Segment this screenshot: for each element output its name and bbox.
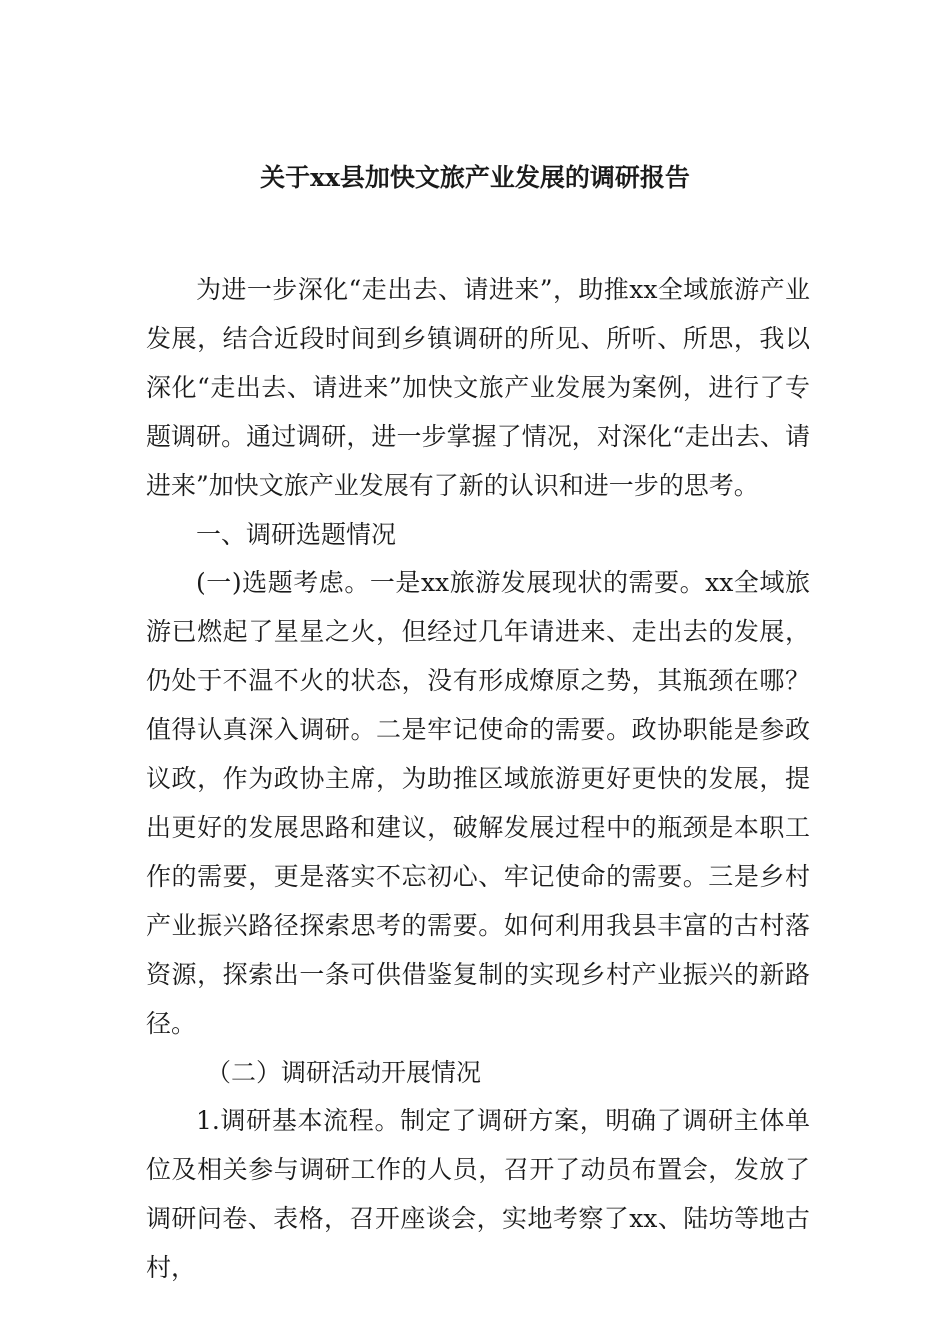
section-heading-1: 一、调研选题情况 (196, 519, 397, 549)
document-body (146, 266, 810, 1293)
document-title: 关于xx县加快文旅产业发展的调研报告 (260, 163, 690, 192)
paragraph-topic-considerations: (一)选题考虑。一是xx旅游发展现状的需要。xx全域旅游已燃起了星星之火，但经过几年请进来、走出去的发展，仍处于不温不火的状态，没有形成燎原之势，其瓶颈在哪？值得认真深入调研。二是牢记使命的需要。政协职能是参政议政，作为政协主席，为助推区域旅游更好更快的发展，提出更好的发展思路和建议，破解发展过程中的瓶颈是本职工作的需要，更是落实不忘初心、牢记使命的需要。三是乡村产业振兴路径探索思考的需要。如何利用我县丰富的古村落资源，探索出一条可供借鉴复制的实现乡村产业振兴的新路径。 (146, 568, 810, 1038)
paragraph-research-process: 1.调研基本流程。制定了调研方案，明确了调研主体单位及相关参与调研工作的人员，召开了动员布置会，发放了调研问卷、表格，召开座谈会，实地考察了xx、陆坊等地古村， (146, 1106, 810, 1283)
paragraph-intro: 为进一步深化“走出去、请进来”，助推xx全域旅游产业发展，结合近段时间到乡镇调研的所见、所听、所思，我以深化“走出去、请进来”加快文旅产业发展为案例，进行了专题调研。通过调研，进一步掌握了情况，对深化“走出去、请进来”加快文旅产业发展有了新的认识和进一步的思考。 (146, 275, 810, 500)
subsection-heading-2: （二）调研活动开展情况 (206, 1057, 482, 1087)
